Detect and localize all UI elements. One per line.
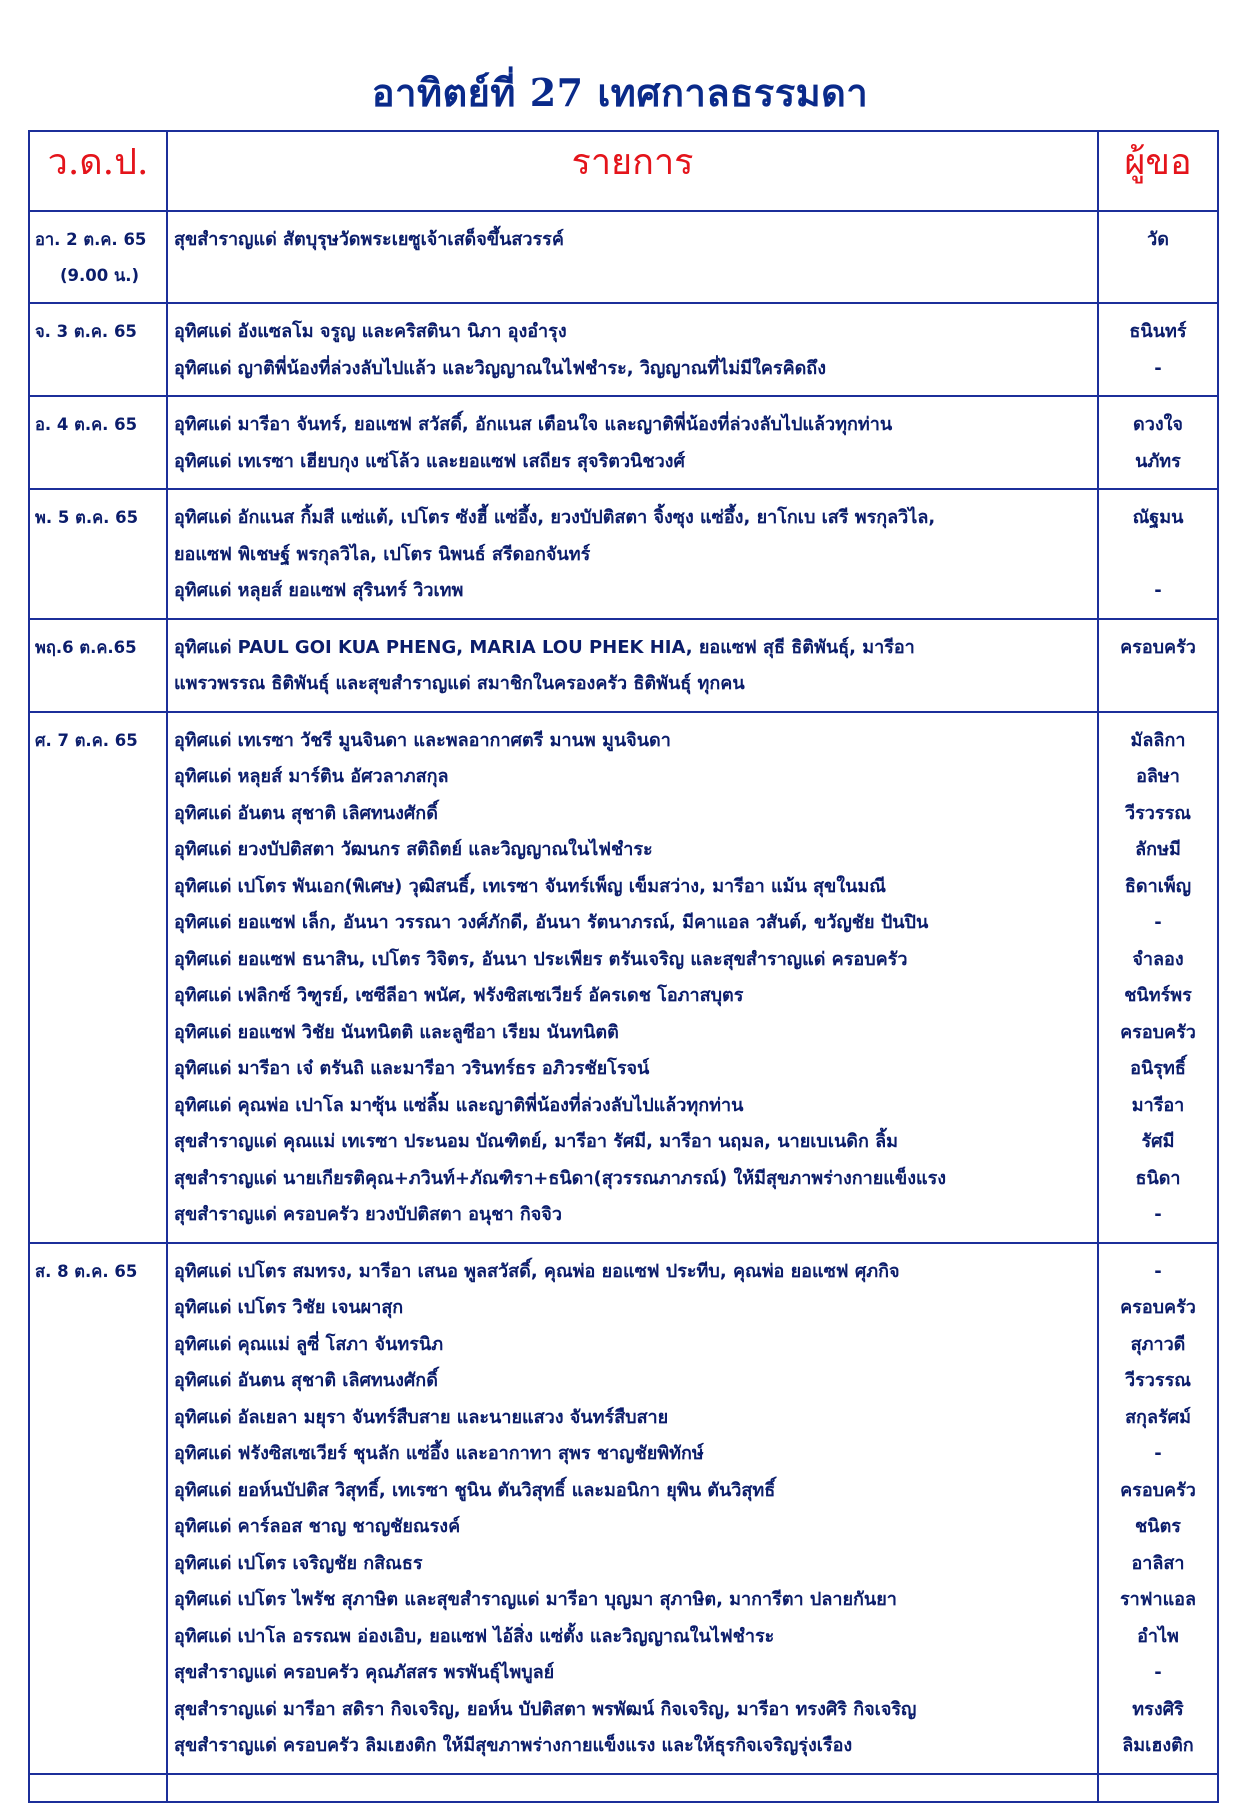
date-text: พ. 5 ต.ค. 65 [35,508,139,527]
empty-cell [1098,1774,1218,1802]
row-date [29,396,167,489]
header-requester: ผู้ขอ [1098,131,1218,211]
intention-line: อุทิศแด่ เฟลิกซ์ วิฑูรย์, เซซีลีอา พนัศ, ฟรังซิสเซเวียร์ อัครเดช โอภาสบุตร [174,985,744,1006]
requester-name: - [1154,1443,1162,1464]
row-date [29,619,167,712]
row-items [167,211,1098,303]
intention-line: อุทิศแด่ ฟรังซิสเซเวียร์ ชุนลัก แซ่อึ้ง และอากาทา สุพร ชาญชัยพิทักษ์ [174,1443,704,1464]
intention-line: อุทิศแด่ อังแซลโม จรูญ และคริสตินา นิภา อุงอำรุง [174,321,567,342]
requester-name: ครอบครัว [1120,1297,1196,1318]
intention-line: สุขสำราญแด่ ครอบครัว ยวงบัปติสตา อนุชา กิจจิว [174,1204,562,1225]
intention-line: สุขสำราญแด่ ครอบครัว คุณภัสสร พรพันธุ์ไพบูลย์ [174,1662,555,1683]
intention-line: อุทิศแด่ เปโตร เจริญชัย กสิณธร [174,1552,423,1574]
table-row [29,712,1218,1243]
intention-line: อุทิศแด่ เทเรซา เฮียบกุง แซ่โล้ว และยอแซฟ เสถียร สุจริตวนิชวงศ์ [174,450,685,472]
row-requesters [1098,712,1218,1243]
intention-line: อุทิศแด่ อันตน สุชาติ เลิศทนงศักดิ์ [174,802,438,824]
intention-line: แพรวพรรณ ธิติพันธุ์ และสุขสำราญแด่ สมาชิกในครองครัว ธิติพันธุ์ ทุกคน [174,673,745,694]
date-text: จ. 3 ต.ค. 65 [35,322,137,341]
requester-name: ครอบครัว [1120,636,1196,658]
empty-cell [29,1774,167,1802]
date-text: ศ. 7 ต.ค. 65 [35,730,138,750]
intention-line: อุทิศแด่ คุณแม่ ลูซี่ โสภา จันทรนิภ [174,1333,444,1355]
date-text: อา. 2 ต.ค. 65 [35,230,147,249]
intention-line: อุทิศแด่ เปโตร สมทรง, มารีอา เสนอ พูลสวัสดิ์, คุณพ่อ ยอแซฟ ประทีบ, คุณพ่อ ยอแซฟ ศุภกิจ [174,1260,900,1282]
requester-name: - [1154,580,1162,601]
table-body [29,211,1218,1802]
table-row [29,211,1218,303]
intention-line: อุทิศแด่ คุณพ่อ เปาโล มาซุ้น แซ่ลิ้ม และญาติพี่น้องที่ล่วงลับไปแล้วทุกท่าน [174,1094,744,1116]
requester-name: - [1154,357,1162,379]
intention-line: สุขสำราญแด่ ครอบครัว ลิมเฮงติก ให้มีสุขภาพร่างกายแข็งแรง และให้ธุรกิจเจริญรุ่งเรือง [174,1735,853,1756]
row-requesters [1098,211,1218,303]
requester-name: ราฟาแอล [1119,1589,1197,1610]
requester-name: อำไพ [1137,1625,1179,1647]
date-time: (9.00 น.) [59,266,140,285]
intention-line: อุทิศแด่ PAUL GOI KUA PHENG, MARIA LOU PHEK HIA, ยอแซฟ สุธี ธิติพันธุ์, มารีอา [174,636,915,658]
requester-name: สุภาวดี [1130,1333,1186,1355]
row-items [167,303,1098,396]
intention-line: ยอแซฟ พิเชษฐ์ พรกุลวิไล, เปโตร นิพนธ์ สรีดอกจันทร์ [174,543,591,565]
row-date [29,712,167,1243]
table-row [29,303,1218,396]
row-requesters [1098,303,1218,396]
requester-name: วีรวรรณ [1125,1370,1191,1391]
requester-name: ดวงใจ [1133,414,1183,435]
requester-name: ธิดาเพ็ญ [1124,875,1192,897]
header-date: ว.ด.ป. [29,131,167,211]
row-date [29,303,167,396]
intention-line: สุขสำราญแด่ สัตบุรุษวัดพระเยซูเจ้าเสด็จขึ้นสวรรค์ [174,229,564,250]
intention-line: อุทิศแด่ คาร์ลอส ชาญ ชาญชัยณรงค์ [174,1516,461,1537]
requester-name: มารีอา [1131,1094,1185,1116]
requester-name: ครอบครัว [1120,1479,1196,1501]
requester-name: - [1154,1204,1162,1225]
requester-name: มัลลิกา [1130,729,1186,751]
table-row [29,489,1218,619]
intention-line: อุทิศแด่ หลุยส์ ยอแซฟ สุรินทร์ วิวเทพ [174,580,464,601]
intention-line: อุทิศแด่ ยวงบัปติสตา วัฒนกร สติถิตย์ และวิญญาณในไฟชำระ [174,839,653,860]
intention-line: อุทิศแด่ มารีอา จันทร์, ยอแซฟ สวัสดิ์, อักแนส เตือนใจ และญาติพี่น้องที่ล่วงลับไปแล้วทุกท่าน [174,414,893,435]
requester-name: ธนินทร์ [1129,321,1187,342]
requester-name: วัด [1147,229,1169,250]
intention-line: อุทิศแด่ อันตน สุชาติ เลิศทนงศักดิ์ [174,1370,438,1391]
row-items [167,396,1098,489]
intention-line: สุขสำราญแด่ นายเกียรติคุณ+ภวินท์+ภัณฑิรา+ธนิดา(สุวรรณภาภรณ์) ให้มีสุขภาพร่างกายแข็งแรง [174,1167,947,1189]
row-requesters [1098,489,1218,619]
table-row-next [29,1774,1218,1802]
intention-line: อุทิศแด่ เปโตร วิชัย เจนผาสุก [174,1297,404,1318]
date-text: พฤ.6 ต.ค.65 [35,637,137,657]
intention-line: สุขสำราญแด่ มารีอา สดิรา กิจเจริญ, ยอห์น บัปติสตา พรพัฒน์ กิจเจริญ, มารีอา ทรงศิริ กิจเจริญ [174,1698,917,1720]
intention-line: อุทิศแด่ อักแนส กิ้มสี แซ่แต้, เปโตร ซังฮี้ แซ่อึ้ง, ยวงบัปติสตา จิ้งซุง แซ่อึ้ง, ยาโกเบ เสรี พรกุลวิไล, [174,507,936,528]
table-header-row [29,131,1218,211]
requester-name: ลักษมี [1135,839,1181,860]
requester-name: ครอบครัว [1120,1021,1196,1043]
intention-line: อุทิศแด่ ยอแซฟ เล็ก, อันนา วรรณา วงศ์ภักดี, อันนา รัตนาภรณ์, มีคาแอล วสันต์, ขวัญชัย ปันปิน [174,912,929,933]
intention-line: อุทิศแด่ เปโตร ไพรัช สุภาษิต และสุขสำราญแด่ มารีอา บุญมา สุภาษิต, มาการีตา ปลายกันยา [174,1589,897,1610]
intention-line: อุทิศแด่ ยอแซฟ วิชัย นันทนิตติ และลูซีอา เรียม นันทนิตติ [174,1021,619,1043]
requester-name: วีรวรรณ [1125,802,1191,824]
requester-name [1099,666,1217,703]
requester-name: รัศมี [1141,1131,1175,1152]
table-row [29,396,1218,489]
requester-name: อลิษา [1136,766,1180,787]
requester-name: ธนิดา [1135,1167,1181,1189]
intention-line: สุขสำราญแด่ คุณแม่ เทเรซา ประนอม บัณฑิตย์, มารีอา รัศมี, มารีอา นฤมล, นายเบเนดิก ลิ้ม [174,1131,899,1152]
requester-name: จำลอง [1132,948,1184,970]
row-items [167,619,1098,712]
intention-line: อุทิศแด่ หลุยส์ มาร์ติน อัศวลาภสกุล [174,766,449,787]
row-date [29,1243,167,1774]
row-items [167,712,1098,1243]
intention-line: อุทิศแด่ ยอแซฟ ธนาสิน, เปโตร วิจิตร, อันนา ประเพียร ตรันเจริญ และสุขสำราญแด่ ครอบครัว [174,948,908,970]
date-text: ส. 8 ต.ค. 65 [35,1261,138,1281]
intention-line: อุทิศแด่ ญาติพี่น้องที่ล่วงลับไปแล้ว และวิญญาณในไฟชำระ, วิญญาณที่ไม่มีใครคิดถึง [174,357,826,379]
requester-name: ลิมเฮงติก [1122,1735,1194,1756]
intention-line: อุทิศแด่ มารีอา เจ๋ ตรันถิ และมารีอา วรินทร์ธร อภิวรชัยโรจน์ [174,1058,650,1079]
row-requesters [1098,619,1218,712]
requester-name: นภัทร [1135,450,1181,472]
requester-name: - [1154,912,1162,933]
intention-line: อุทิศแด่ เปาโล อรรณพ อ่องเอิบ, ยอแซฟ ไอ้สิ่ง แซ่ตั้ง และวิญญาณในไฟชำระ [174,1625,775,1647]
requester-name: ณัฐมน [1132,507,1184,528]
table-row [29,1243,1218,1774]
intention-line: อุทิศแด่ เปโตร พันเอก(พิเศษ) วุฒิสนธิ์, เทเรซา จันทร์เพ็ญ เข็มสว่าง, มารีอา แม้น สุขในมณี [174,875,887,897]
requester-name: สกุลรัศม์ [1125,1406,1191,1428]
date-text: อ. 4 ต.ค. 65 [35,415,138,434]
mass-intention-table [28,130,1219,1803]
requester-name: อาลิสา [1131,1552,1185,1574]
row-requesters [1098,396,1218,489]
row-date [29,489,167,619]
requester-name: ชนิตร [1135,1516,1181,1537]
requester-name: - [1154,1260,1162,1282]
row-date [29,211,167,303]
intention-line: อุทิศแด่ อัลเยลา มยุรา จันทร์สืบสาย และนายแสวง จันทร์สืบสาย [174,1406,669,1428]
requester-name: - [1154,1662,1162,1683]
requester-name: ทรงศิริ [1132,1698,1184,1720]
empty-cell [167,1774,1098,1802]
requester-name: อนิรุทธิ์ [1130,1058,1186,1079]
page-title: อาทิตย์ที่ 27 เทศกาลธรรมดา [371,70,869,115]
table-row [29,619,1218,712]
row-items [167,489,1098,619]
intention-line: อุทิศแด่ ยอห์นบัปติส วิสุทธิ์, เทเรซา ชูนิน ตันวิสุทธิ์ และมอนิกา ยุพิน ตันวิสุทธิ์ [174,1479,776,1501]
header-items: รายการ [167,131,1098,211]
row-requesters [1098,1243,1218,1774]
intention-line: อุทิศแด่ เทเรซา วัชรี มูนจินดา และพลอากาศตรี มานพ มูนจินดา [174,729,671,751]
requester-name: ชนิทร์พร [1124,985,1192,1006]
row-items [167,1243,1098,1774]
requester-name [1099,537,1217,574]
